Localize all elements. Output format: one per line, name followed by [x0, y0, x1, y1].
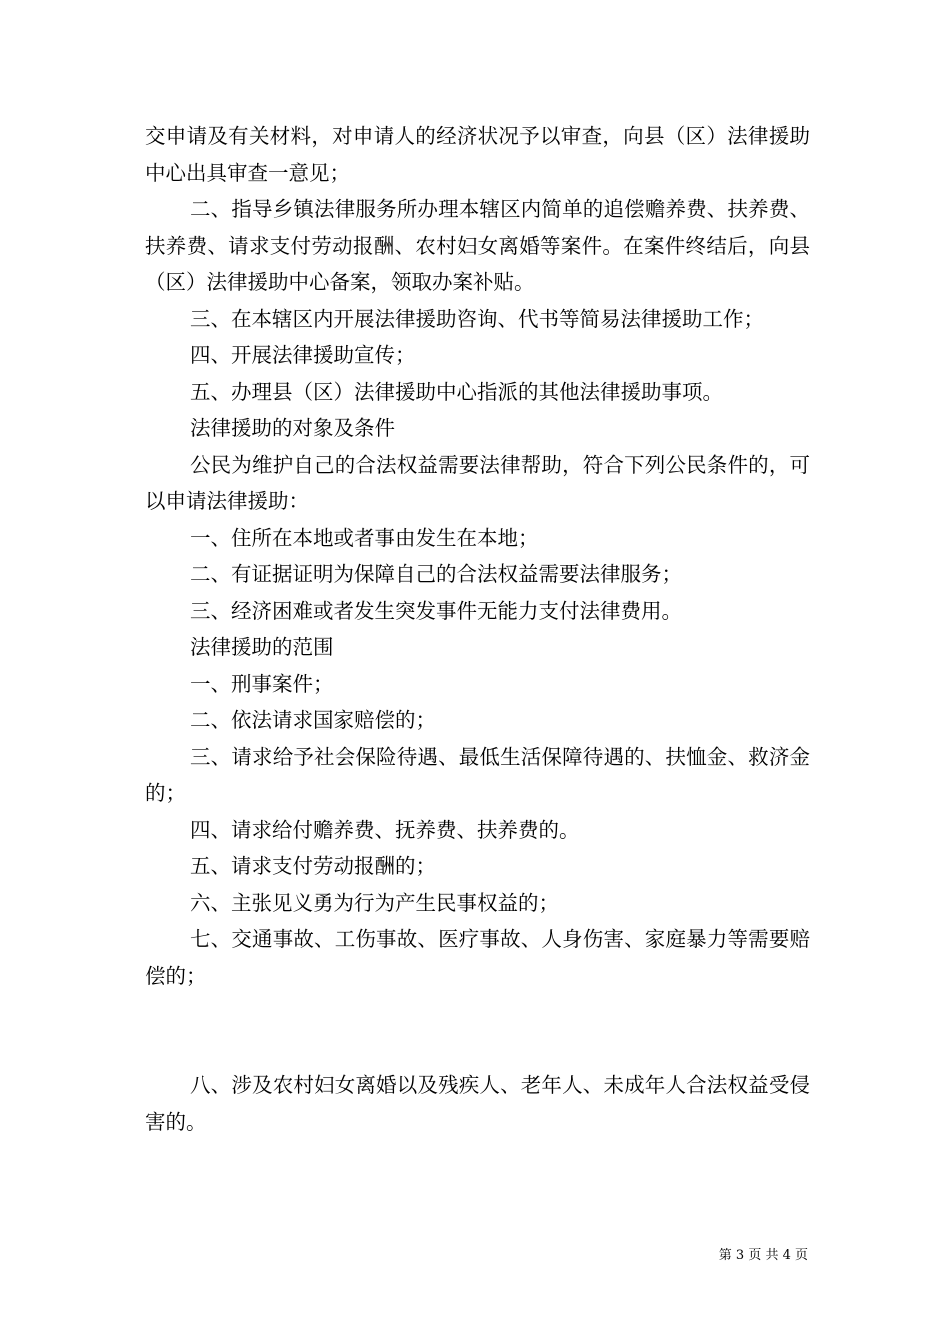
paragraph-scope-1: 一、刑事案件；: [190, 671, 334, 696]
page-number: 第 3 页 共 4 页: [718, 1248, 808, 1263]
paragraph-scope-8: 八、涉及农村妇女离婚以及残疾人、老年人、未成年人合法权益受侵害的。: [145, 1073, 810, 1134]
paragraph-scope-6: 六、主张见义勇为行为产生民事权益的；: [190, 890, 559, 915]
paragraph-item-2: 二、指导乡镇法律服务所办理本辖区内简单的追偿赡养费、扶养费、扶养费、请求支付劳动报酬、农村妇女离婚等案件。在案件终结后，向县（区）法律援助中心备案，领取办案补贴。: [145, 197, 810, 294]
paragraph-item-3: 三、在本辖区内开展法律援助咨询、代书等简易法律援助工作；: [190, 306, 764, 331]
paragraph-eligibility-intro: 公民为维护自己的合法权益需要法律帮助，符合下列公民条件的，可以申请法律援助：: [145, 452, 810, 513]
paragraph-scope-5: 五、请求支付劳动报酬的；: [190, 854, 436, 878]
paragraph-item-5: 五、办理县（区）法律援助中心指派的其他法律援助事项。: [190, 379, 723, 404]
paragraph-scope-3: 三、请求给予社会保险待遇、最低生活保障待遇的、扶恤金、救济金的；: [145, 744, 810, 805]
paragraph-scope-4: 四、请求给付赡养费、抚养费、扶养费的。: [190, 817, 580, 842]
paragraph-condition-2: 二、有证据证明为保障自己的合法权益需要法律服务；: [190, 562, 682, 586]
paragraph-scope-7: 七、交通事故、工伤事故、医疗事故、人身伤害、家庭暴力等需要赔偿的；: [145, 927, 810, 988]
paragraph-item-4: 四、开展法律援助宣传；: [190, 343, 416, 367]
document-body: [145, 118, 810, 1140]
blank-gap: [145, 994, 810, 1067]
paragraph-scope-2: 二、依法请求国家赔偿的；: [190, 708, 436, 732]
paragraph-condition-3: 三、经济困难或者发生突发事件无能力支付法律费用。: [190, 598, 682, 623]
section-heading-scope: 法律援助的范围: [190, 635, 334, 659]
paragraph-continuation: 交申请及有关材料，对申请人的经济状况予以审查，向县（区）法律援助中心出具审查一意见；: [145, 124, 810, 185]
paragraph-condition-1: 一、住所在本地或者事由发生在本地；: [190, 525, 539, 550]
section-heading-eligibility: 法律援助的对象及条件: [190, 416, 395, 440]
